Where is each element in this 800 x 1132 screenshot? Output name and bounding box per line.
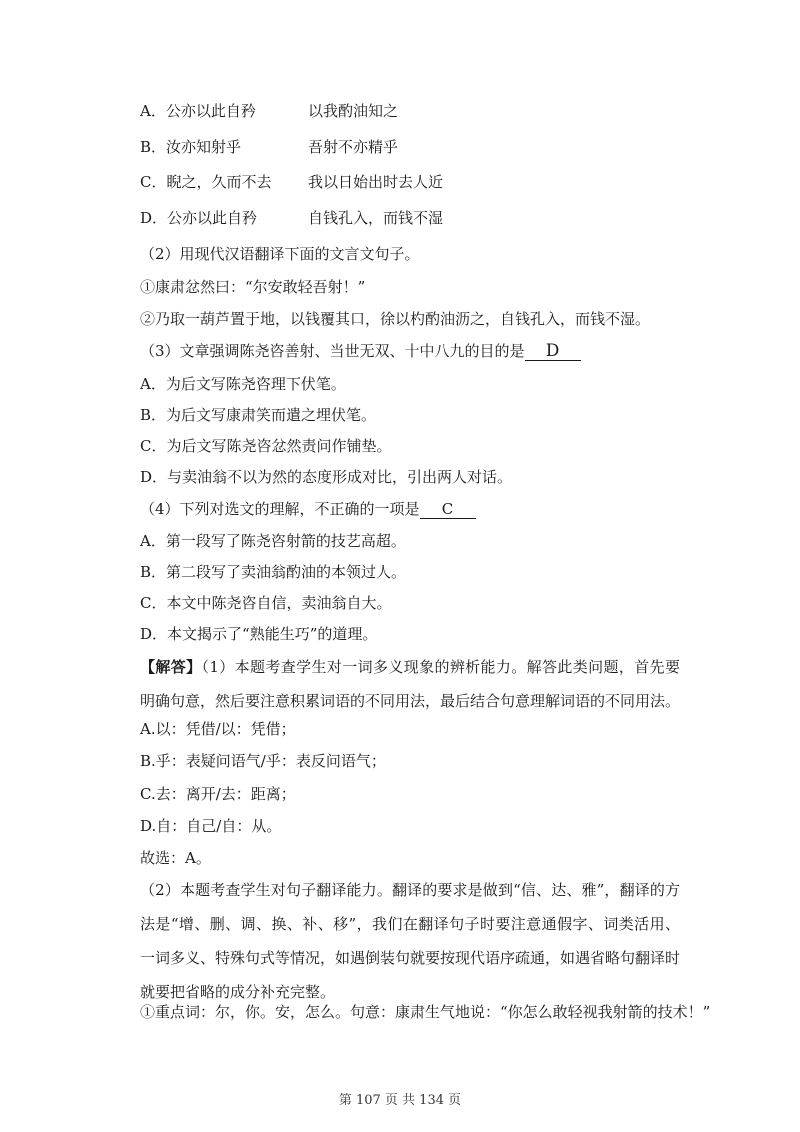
option-text: C．睨之，久而不去 xyxy=(140,173,272,191)
q4-option: D．本文揭示了“熟能生巧”的道理。 xyxy=(140,625,378,643)
q1-option-c xyxy=(140,171,443,193)
q4-question xyxy=(140,498,476,520)
q2-sentence-1: ①康肃忿然曰：“尔安敢轻吾射！” xyxy=(140,278,366,296)
option-compare: 以我酌油知之 xyxy=(308,102,399,120)
answer-intro xyxy=(140,650,680,718)
q4-option: C．本文中陈尧咨自信，卖油翁自大。 xyxy=(140,594,392,612)
q3-option: B．为后文写康肃笑而遣之埋伏笔。 xyxy=(140,406,377,424)
option-compare: 我以日始出时去人近 xyxy=(308,173,444,191)
q3-question xyxy=(140,340,581,362)
q3-option: A．为后文写陈尧咨理下伏笔。 xyxy=(140,375,346,393)
page-footer: 第 107 页 共 134 页 xyxy=(338,1093,462,1108)
answer-tag: 【解答】 xyxy=(140,658,202,676)
q3-prompt: （3）文章强调陈尧咨善射、当世无双、十中八九的目的是 xyxy=(140,342,525,360)
q4-prompt: （4）下列对选文的理解，不正确的一项是 xyxy=(140,500,420,518)
option-text: A．公亦以此自矜 xyxy=(140,102,256,120)
option-text: D．公亦以此自矜 xyxy=(140,209,258,227)
q1-option-d xyxy=(140,207,443,229)
q1-option-a xyxy=(140,100,398,122)
q4-option: B．第二段写了卖油翁酌油的本领过人。 xyxy=(140,563,407,581)
q3-answer-blank: D xyxy=(525,342,581,361)
q2-prompt: （2）用现代汉语翻译下面的文言文句子。 xyxy=(140,245,420,263)
answer-item: C.去：离开/去：距离； xyxy=(140,785,296,803)
answer-item: B.乎：表疑问语气/乎：表反问语气； xyxy=(140,752,386,770)
q1-option-b xyxy=(140,136,398,158)
answer-item: A.以：凭借/以：凭借； xyxy=(140,720,296,738)
q3-option: C．为后文写陈尧咨忿然责问作铺垫。 xyxy=(140,437,392,455)
option-compare: 吾射不亦精乎 xyxy=(308,138,399,156)
answer-part-3: ①重点词：尔，你。安，怎么。句意：康肃生气地说：“你怎么敢轻视我射箭的技术！” xyxy=(140,1003,711,1021)
option-text: B．汝亦知射乎 xyxy=(140,138,242,156)
answer-intro-text: （1）本题考查学生对一词多义现象的辨析能力。解答此类问题，首先要明确句意，然后要注意积累词语的不同用法，最后结合句意理解词语的不同用法。 xyxy=(140,658,681,710)
answer-part-2: （2）本题考查学生对句子翻译能力。翻译的要求是做到“信、达、雅”，翻译的方法是“增、删、调、换、补、移”，我们在翻译句子时要注意通假字、词类活用、一词多义、特殊句式等情况，如遇倒装句就要按现代语序疏通，如遇省略句翻译时就要把省略的成分补充完整。 xyxy=(140,881,681,1001)
answer-item: D.自：自己/自：从。 xyxy=(140,817,282,835)
option-compare: 自钱孔入，而钱不湿 xyxy=(308,209,444,227)
q4-answer-blank: C xyxy=(420,500,476,519)
q3-option: D．与卖油翁不以为然的态度形成对比，引出两人对话。 xyxy=(140,468,513,486)
answer-choice: 故选：A。 xyxy=(140,849,211,867)
q2-sentence-2: ②乃取一葫芦置于地，以钱覆其口，徐以杓酌油沥之，自钱孔入，而钱不湿。 xyxy=(140,310,651,328)
q4-option: A．第一段写了陈尧咨射箭的技艺高超。 xyxy=(140,532,406,550)
